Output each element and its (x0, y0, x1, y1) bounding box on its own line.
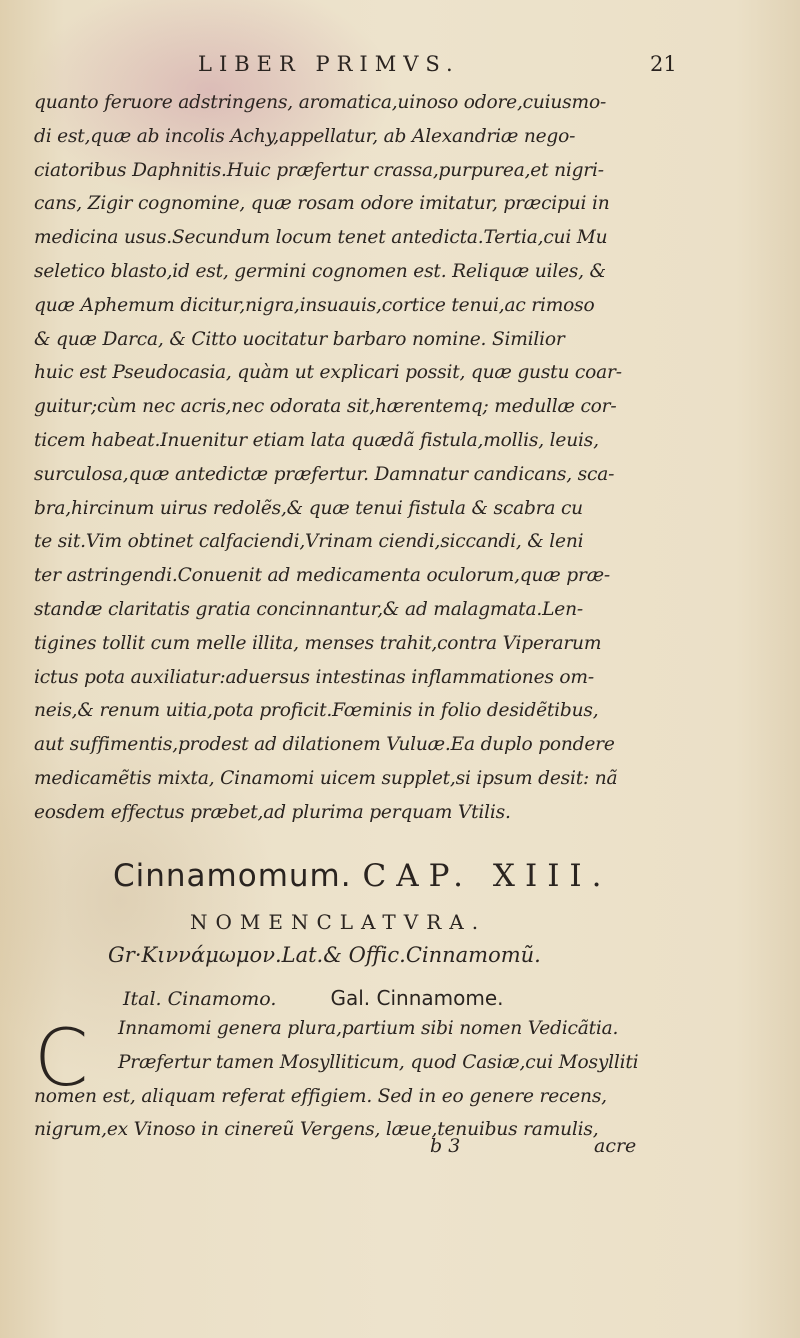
greek-latin-names: Gr·Κιννάμωμον.Lat.& Offic.Cinnamomũ. (108, 943, 541, 967)
text-line: eosdem effectus præbet,ad plurima perquam Vtilis. (34, 801, 511, 823)
text-line: aut suffimentis,prodest ad dilationem Vuluæ.Ea duplo pondere (34, 734, 615, 756)
text-line: seletico blasto,id est, germini cognomen est. Reliquæ uiles, & (34, 260, 606, 282)
text-line: medicina usus.Secundum locum tenet antedicta.Tertia,cui Mu (34, 227, 608, 249)
paragraph-main (34, 86, 694, 830)
text-line: quanto feruore adstringens, aromatica,uinoso odore,cuiusmo- (34, 92, 607, 113)
nomenclature-heading: NOMENCLATVRA. (190, 910, 487, 934)
drop-cap: C (34, 1014, 89, 1104)
text-line: ictus pota auxiliatur:aduersus intestinas inflammationes om- (34, 666, 594, 688)
text-line: tigines tollit cum melle illita, menses trahit,contra Viperarum (34, 632, 602, 654)
text-line: ticem habeat.Inuenitur etiam lata quædã fistula,mollis, leuis, (34, 429, 599, 451)
vernacular-names (123, 986, 504, 1010)
italian-name: Ital. Cinamomo. (123, 988, 277, 1010)
text-line: nigrum,ex Vinoso in cinereũ Vergens, læue,tenuibus ramulis, (34, 1119, 599, 1141)
french-name: Gal. Cinnamome. (330, 986, 504, 1010)
chapter-number: CAP. XIII. (362, 858, 612, 894)
text-line: neis,& renum uitia,pota proficit.Fœminis in folio desidẽtibus, (34, 700, 599, 722)
chapter-heading (113, 858, 612, 894)
text-line: ciatoribus Daphnitis.Huic præfertur crassa,purpurea,et nigri- (34, 159, 604, 181)
text-line: quæ Aphemum dicitur,nigra,insuauis,cortice tenui,ac rimoso (34, 294, 595, 316)
text-line: nomen est, aliquam referat effigiem. Sed in eo genere recens, (34, 1085, 607, 1107)
text-line: te sit.Vim obtinet calfaciendi,Vrinam ciendi,siccandi, & leni (34, 531, 584, 553)
page-header (0, 52, 800, 82)
text-line: bra,hircinum uirus redolẽs,& quæ tenui fistula & scabra cu (34, 497, 583, 519)
text-line: surculosa,quæ antedictæ præfertur. Damnatur candicans, sca- (34, 463, 615, 485)
chapter-title: Cinnamomum. (113, 858, 352, 894)
text-line: standæ claritatis gratia concinnantur,& ad malagmata.Len- (34, 598, 583, 620)
text-line: di est,quæ ab incolis Achy,appellatur, ab Alexandriæ nego- (34, 125, 576, 147)
running-head: LIBER PRIMVS. (198, 52, 460, 76)
signature-mark: b 3 (430, 1135, 461, 1157)
text-line: cans, Zigir cognomine, quæ rosam odore imitatur, præcipui in (34, 193, 610, 215)
text-line: guitur;cùm nec acris,nec odorata sit,hærentemq; medullæ cor- (34, 396, 617, 418)
catchword: acre (594, 1135, 637, 1157)
text-line: Præfertur tamen Mosylliticum, quod Casiæ,cui Mosylliti (118, 1051, 639, 1073)
text-line: & quæ Darca, & Citto uocitatur barbaro nomine. Similior (34, 328, 565, 350)
text-line: huic est Pseudocasia, quàm ut explicari possit, quæ gustu coar- (34, 362, 622, 384)
text-line: ter astringendi.Conuenit ad medicamenta oculorum,quæ præ- (34, 565, 611, 587)
page-number: 21 (650, 52, 677, 76)
text-line: medicamẽtis mixta, Cinamomi uicem supplet,si ipsum desit: nã (34, 767, 618, 789)
text-line: Innamomi genera plura,partium sibi nomen Vedicãtia. (118, 1018, 619, 1039)
paragraph-cinnamon (34, 1012, 694, 1147)
